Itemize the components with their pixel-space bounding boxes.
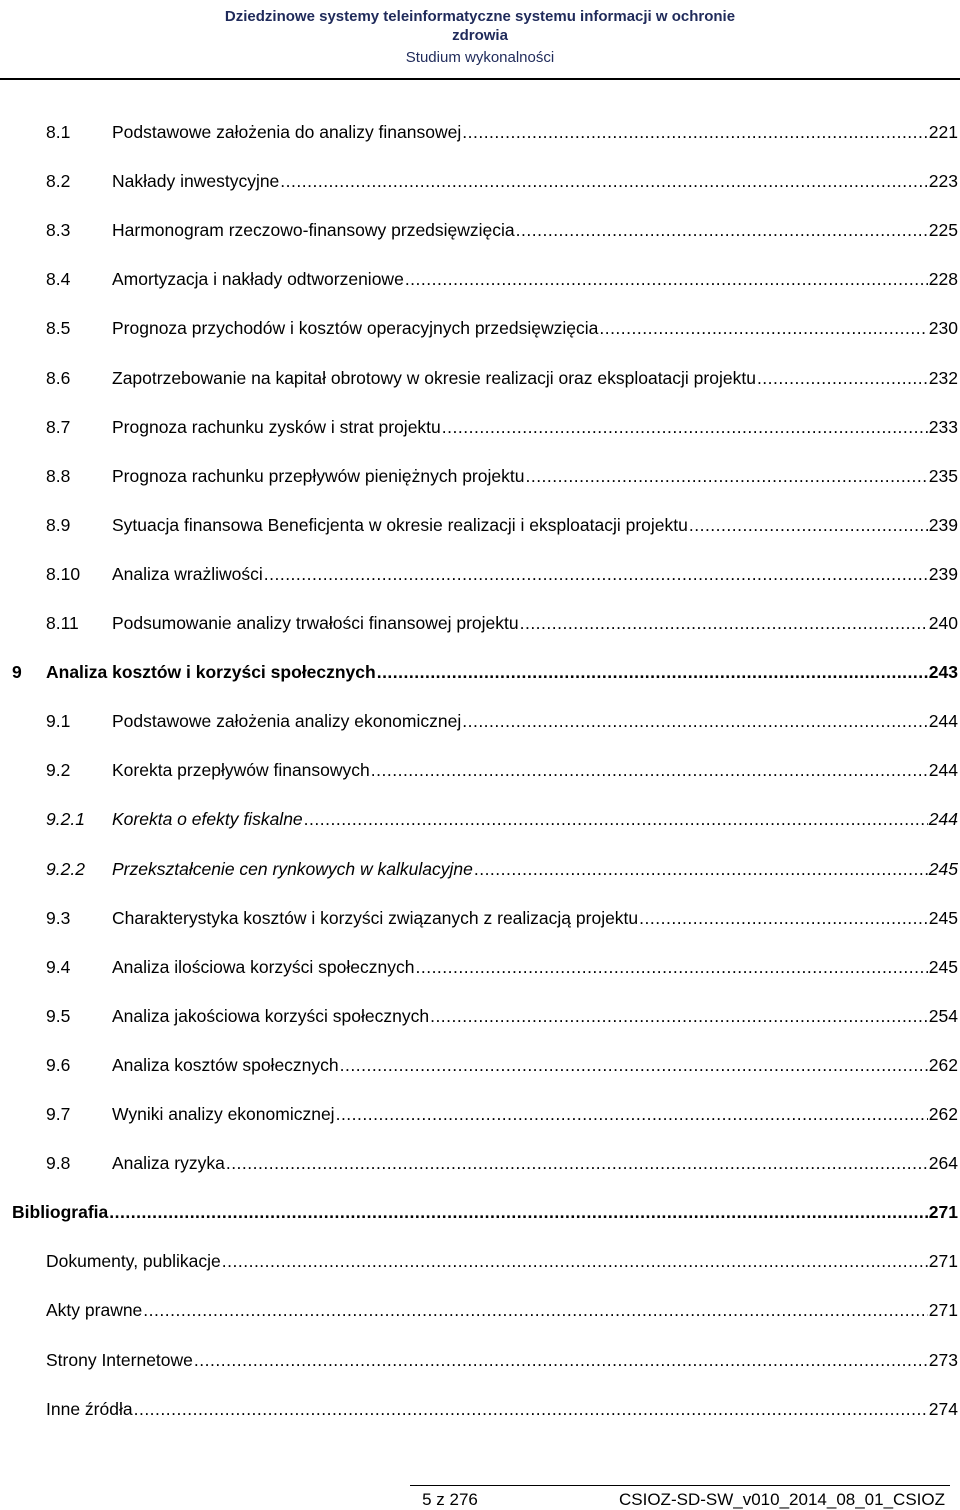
toc-entry-title: Harmonogram rzeczowo-finansowy przedsięwzięcia [112, 220, 515, 240]
header-subtitle: Studium wykonalności [405, 49, 555, 66]
toc-entry[interactable] [46, 1248, 958, 1274]
toc-entry[interactable] [46, 856, 958, 882]
toc-entry-title: Analiza ilościowa korzyści społecznych [112, 957, 415, 977]
toc-entry[interactable] [46, 1150, 958, 1176]
toc-entry-page: 233 [928, 417, 958, 437]
toc-entry-title: Analiza wrażliwości [112, 564, 263, 584]
toc-entry[interactable] [46, 1052, 958, 1078]
toc-dot-leader [134, 1396, 928, 1422]
toc-entry[interactable] [46, 414, 958, 440]
toc-entry[interactable] [46, 610, 958, 636]
toc-entry-number: 8.2 [46, 171, 71, 191]
toc-entry-title: Prognoza przychodów i kosztów operacyjnych przedsięwzięcia [112, 318, 599, 338]
toc-entry-page: 274 [928, 1399, 958, 1419]
toc-entry[interactable] [46, 954, 958, 980]
toc-entry-title: Analiza kosztów społecznych [112, 1055, 339, 1075]
toc-entry-page: 239 [928, 515, 958, 535]
toc-entry-page: 232 [928, 368, 958, 388]
toc-entry-title: Prognoza rachunku zysków i strat projektu [112, 417, 441, 437]
toc-dot-leader [639, 905, 928, 931]
toc-dot-leader [222, 1248, 928, 1274]
page-header [0, 0, 960, 80]
toc-entry-title: Podstawowe założenia analizy ekonomicznej [112, 711, 462, 731]
toc-dot-leader [371, 757, 928, 783]
toc-entry-page: 245 [928, 908, 958, 928]
toc-entry-title: Zapotrzebowanie na kapitał obrotowy w okresie realizacji oraz eksploatacji projektu [112, 368, 756, 388]
toc-entry-title: Inne źródła [46, 1399, 133, 1419]
toc-entry[interactable] [46, 757, 958, 783]
toc-entry-page: 271 [928, 1300, 958, 1320]
toc-entry-title: Amortyzacja i nakłady odtworzeniowe [112, 269, 404, 289]
toc-entry-page: 225 [928, 220, 958, 240]
toc-entry-title: Podstawowe założenia do analizy finansowej [112, 122, 462, 142]
toc-entry-number: 9.5 [46, 1006, 71, 1026]
toc-entry-number: 9.6 [46, 1055, 71, 1075]
toc-entry-title: Sytuacja finansowa Beneficjenta w okresie realizacji i eksploatacji projektu [112, 515, 688, 535]
toc-entry-title: Przekształcenie cen rynkowych w kalkulacyjne [112, 859, 473, 879]
toc-entry-number: 9.2.2 [46, 859, 85, 879]
toc-dot-leader [377, 659, 928, 685]
toc-entry-page: 245 [928, 957, 958, 977]
toc-entry-number: 9 [12, 662, 22, 682]
toc-entry-title: Nakłady inwestycyjne [112, 171, 280, 191]
toc-entry-number: 9.4 [46, 957, 71, 977]
toc-dot-leader [442, 414, 928, 440]
toc-entry[interactable] [46, 217, 958, 243]
toc-entry-page: 254 [928, 1006, 958, 1026]
toc-entry-number: 8.6 [46, 368, 71, 388]
toc-entry-title: Podsumowanie analizy trwałości finansowej projektu [112, 613, 519, 633]
toc-entry-page: 228 [928, 269, 958, 289]
toc-entry-number: 9.7 [46, 1104, 71, 1124]
toc-entry[interactable] [46, 315, 958, 341]
header-title-line1: Dziedzinowe systemy teleinformatyczne systemu informacji w ochronie [224, 8, 736, 25]
toc-entry-title: Analiza jakościowa korzyści społecznych [112, 1006, 430, 1026]
toc-dot-leader [405, 266, 928, 292]
toc-dot-leader [520, 610, 928, 636]
toc-entry[interactable] [46, 708, 958, 734]
toc-entry-title: Wyniki analizy ekonomicznej [112, 1104, 335, 1124]
footer-rule [410, 1485, 950, 1486]
toc-entry[interactable] [12, 659, 958, 685]
toc-dot-leader [194, 1347, 928, 1373]
page-footer [0, 1478, 960, 1509]
toc-entry-number: 8.3 [46, 220, 71, 240]
toc-dot-leader [109, 1199, 928, 1225]
toc-dot-leader [462, 119, 928, 145]
toc-entry-number: 9.1 [46, 711, 71, 731]
toc-entry-number: 9.8 [46, 1153, 71, 1173]
toc-entry[interactable] [46, 1101, 958, 1127]
toc-entry-page: 239 [928, 564, 958, 584]
toc-entry[interactable] [46, 1003, 958, 1029]
toc-entry-number: 9.2 [46, 760, 71, 780]
toc-entry-page: 273 [928, 1350, 958, 1370]
toc-entry-number: 8.1 [46, 122, 71, 142]
toc-entry[interactable] [46, 905, 958, 931]
header-box [0, 0, 960, 80]
toc-entry[interactable] [12, 1199, 958, 1225]
toc-entry-title: Dokumenty, publikacje [46, 1251, 221, 1271]
toc-entry[interactable] [46, 1297, 958, 1323]
toc-entry-page: 240 [928, 613, 958, 633]
toc-entry-number: 8.9 [46, 515, 71, 535]
toc-dot-leader [226, 1150, 928, 1176]
toc-entry-page: 235 [928, 466, 958, 486]
toc-entry-number: 8.8 [46, 466, 71, 486]
toc-entry-page: 244 [928, 711, 958, 731]
toc-entry-title: Bibliografia [12, 1202, 109, 1222]
toc-dot-leader [599, 315, 927, 341]
toc-dot-leader [516, 217, 928, 243]
toc-dot-leader [525, 463, 927, 489]
toc-entry-page: 244 [928, 809, 958, 829]
toc-entry-number: 8.10 [46, 564, 81, 584]
toc-dot-leader [474, 856, 928, 882]
toc-entry-page: 262 [928, 1055, 958, 1075]
toc-entry-page: 243 [928, 662, 958, 682]
toc-entry[interactable] [46, 1347, 958, 1373]
toc-dot-leader [689, 512, 928, 538]
toc-entry[interactable] [46, 168, 958, 194]
toc-dot-leader [340, 1052, 928, 1078]
document-code: CSIOZ-SD-SW_v010_2014_08_01_CSIOZ [619, 1490, 945, 1509]
toc-entry[interactable] [46, 806, 958, 832]
page-number: 5 z 276 [422, 1490, 478, 1509]
toc-entry-title: Analiza kosztów i korzyści społecznych [46, 662, 376, 682]
toc-entry[interactable] [46, 463, 958, 489]
toc-entry-number: 8.4 [46, 269, 71, 289]
toc-entry-title: Korekta o efekty fiskalne [112, 809, 303, 829]
toc-dot-leader [757, 365, 928, 391]
toc-entry-number: 8.5 [46, 318, 71, 338]
toc-entry-page: 223 [928, 171, 958, 191]
header-title-line2: zdrowia [452, 27, 508, 44]
toc-entry-page: 264 [928, 1153, 958, 1173]
toc-dot-leader [143, 1297, 928, 1323]
toc-entry[interactable] [46, 1396, 958, 1422]
toc-entry[interactable] [46, 266, 958, 292]
toc-entry-page: 271 [928, 1251, 958, 1271]
toc-entry-number: 8.7 [46, 417, 71, 437]
toc-entry-title: Strony Internetowe [46, 1350, 193, 1370]
toc-entry-title: Akty prawne [46, 1300, 143, 1320]
toc-entry-title: Analiza ryzyka [112, 1153, 225, 1173]
toc-entry-page: 262 [928, 1104, 958, 1124]
toc-entry-number: 9.2.1 [46, 809, 85, 829]
toc-entry[interactable] [46, 561, 958, 587]
toc-entry-page: 271 [928, 1202, 958, 1222]
toc-entry[interactable] [46, 512, 958, 538]
toc-dot-leader [280, 168, 928, 194]
toc-entry-number: 8.11 [46, 613, 79, 633]
toc-entry-page: 221 [928, 122, 958, 142]
toc-entry-title: Korekta przepływów finansowych [112, 760, 370, 780]
toc-dot-leader [462, 708, 928, 734]
toc-dot-leader [336, 1101, 928, 1127]
toc-dot-leader [304, 806, 928, 832]
toc-entry-title: Charakterystyka kosztów i korzyści związanych z realizacją projektu [112, 908, 639, 928]
toc-entry[interactable] [46, 119, 958, 145]
toc-entry-page: 244 [928, 760, 958, 780]
toc-entry-number: 9.3 [46, 908, 71, 928]
toc-entry-title: Prognoza rachunku przepływów pieniężnych projektu [112, 466, 525, 486]
toc-dot-leader [264, 561, 928, 587]
toc-entry-page: 245 [928, 859, 958, 879]
toc-entry[interactable] [46, 365, 958, 391]
toc-dot-leader [415, 954, 927, 980]
toc-entry-page: 230 [928, 318, 958, 338]
toc-dot-leader [430, 1003, 928, 1029]
